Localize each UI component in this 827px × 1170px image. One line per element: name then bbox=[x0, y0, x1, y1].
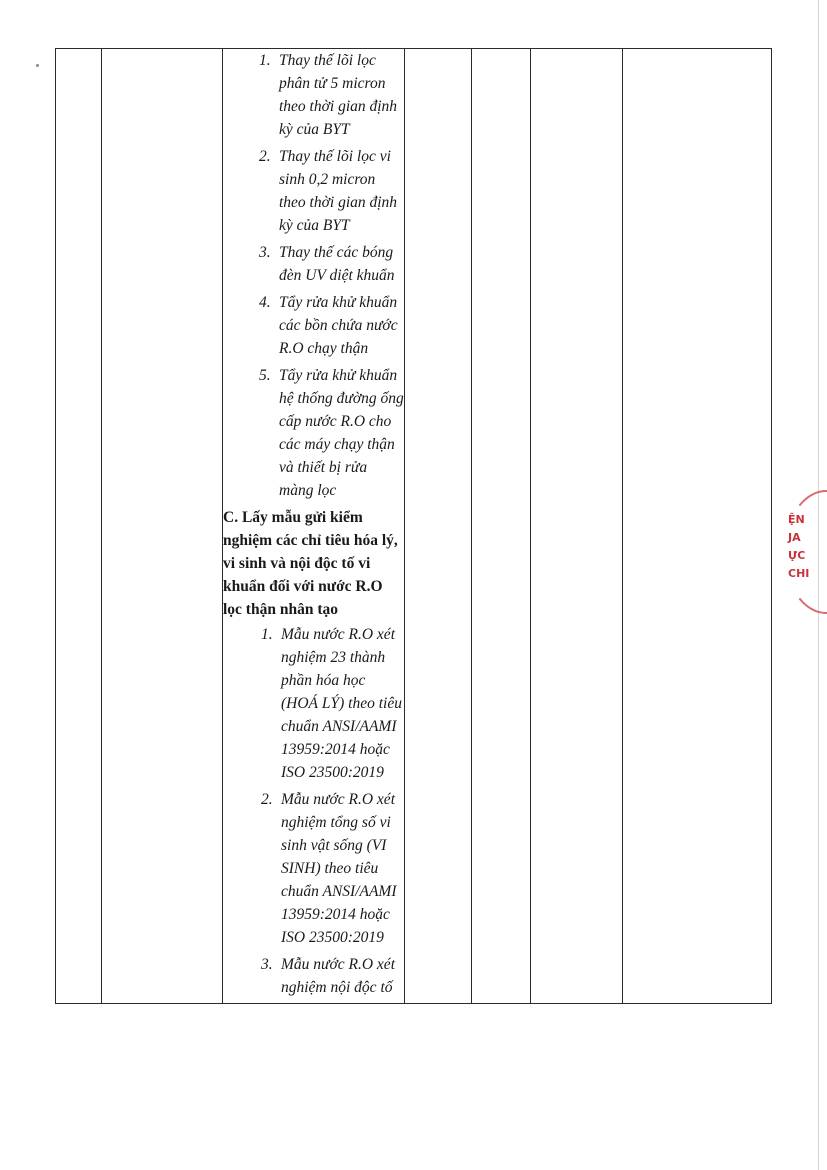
item-number: 3. bbox=[261, 956, 273, 973]
table-cell-unit bbox=[405, 49, 472, 1004]
item-text: Mẫu nước R.O xét nghiệm 23 thành phần hóa học (HOÁ LÝ) theo tiêu chuẩn ANSI/AAMI 13959:2014 hoặc ISO 23500:2019 bbox=[281, 626, 402, 781]
item-number: 2. bbox=[261, 791, 273, 808]
table-cell-quantity bbox=[472, 49, 531, 1004]
section-c-list bbox=[261, 623, 404, 999]
table-cell-description bbox=[223, 49, 405, 1004]
list-item bbox=[259, 241, 404, 287]
table-row bbox=[56, 49, 772, 1004]
item-text: Tẩy rửa khử khuẩn các bồn chứa nước R.O chạy thận bbox=[279, 294, 398, 357]
item-number: 1. bbox=[259, 52, 271, 69]
scan-speck bbox=[36, 64, 39, 67]
item-text: Mẫu nước R.O xét nghiệm nội độc tố bbox=[281, 956, 395, 996]
section-c-heading: C. Lấy mẫu gửi kiểm nghiệm các chỉ tiêu hóa lý, vi sinh và nội độc tố vi khuẩn đối với nước R.O lọc thận nhân tạo bbox=[223, 509, 398, 618]
list-item bbox=[259, 145, 404, 237]
table-cell-total bbox=[623, 49, 772, 1004]
seal-text-line: ỆN bbox=[788, 513, 805, 526]
item-number: 5. bbox=[259, 367, 271, 384]
section-b-list bbox=[259, 49, 404, 502]
seal-text-line: ỰC bbox=[788, 549, 806, 562]
item-number: 4. bbox=[259, 294, 271, 311]
item-number: 1. bbox=[261, 626, 273, 643]
list-item bbox=[261, 788, 404, 949]
table-cell-price bbox=[531, 49, 623, 1004]
list-item bbox=[259, 364, 404, 502]
table-cell-stt bbox=[56, 49, 102, 1004]
item-text: Tẩy rửa khử khuẩn hệ thống đường ống cấp nước R.O cho các máy chạy thận và thiết bị rửa màng lọc bbox=[279, 367, 404, 499]
partial-seal-stamp bbox=[784, 490, 824, 610]
item-number: 3. bbox=[259, 244, 271, 261]
item-text: Thay thế các bóng đèn UV diệt khuẩn bbox=[279, 244, 395, 284]
list-item bbox=[259, 291, 404, 360]
seal-text-line: JA bbox=[788, 531, 801, 544]
list-item bbox=[259, 49, 404, 141]
item-text: Thay thế lõi lọc phân tử 5 micron theo thời gian định kỳ của BYT bbox=[279, 52, 398, 138]
table-cell-name bbox=[102, 49, 223, 1004]
item-text: Thay thế lõi lọc vi sinh 0,2 micron theo thời gian định kỳ của BYT bbox=[279, 148, 398, 234]
item-number: 2. bbox=[259, 148, 271, 165]
list-item bbox=[261, 953, 404, 999]
item-text: Mẫu nước R.O xét nghiệm tổng số vi sinh vật sống (VI SINH) theo tiêu chuẩn ANSI/AAMI 13959:2014 hoặc ISO 23500:2019 bbox=[281, 791, 397, 946]
document-table bbox=[55, 48, 772, 1004]
seal-text-line: CHI bbox=[788, 567, 810, 580]
list-item bbox=[261, 623, 404, 784]
